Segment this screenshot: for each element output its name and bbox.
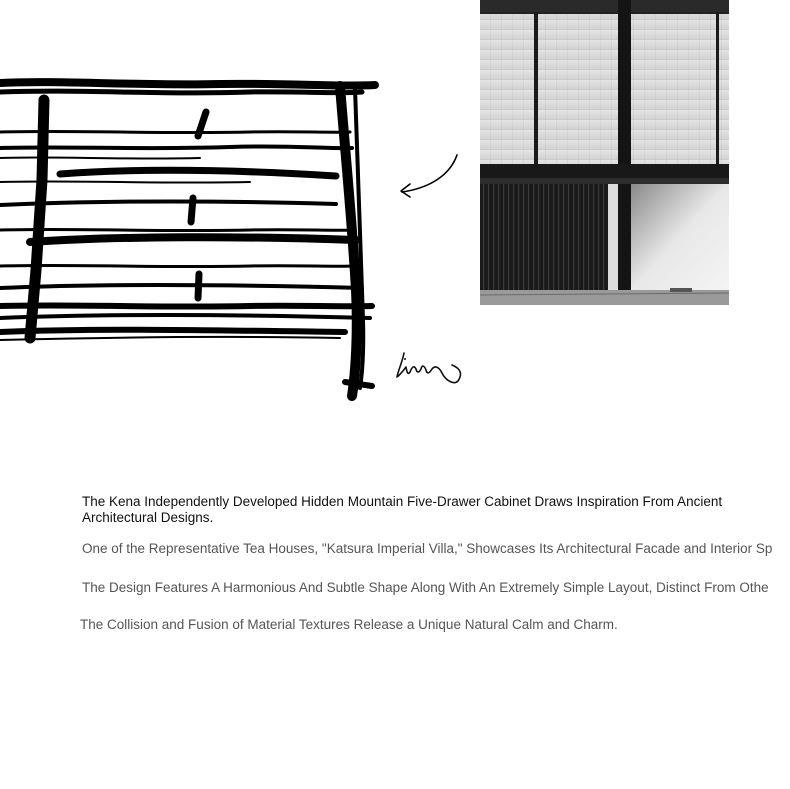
section-headline: The Kena Independently Developed Hidden Mountain Five-Drawer Cabinet Draws Inspiration From Ancient Architectural Designs. (82, 494, 723, 525)
description-paragraph-2: The Design Features A Harmonious And Subtle Shape Along With An Extremely Simple Layout, Distinct From Othe (82, 580, 769, 595)
description-paragraph-1: One of the Representative Tea Houses, "Katsura Imperial Villa," Showcases Its Architectural Facade and Interior Sp (82, 541, 773, 556)
description-paragraph-3: The Collision and Fusion of Material Textures Release a Unique Natural Calm and Charm. (80, 617, 618, 632)
